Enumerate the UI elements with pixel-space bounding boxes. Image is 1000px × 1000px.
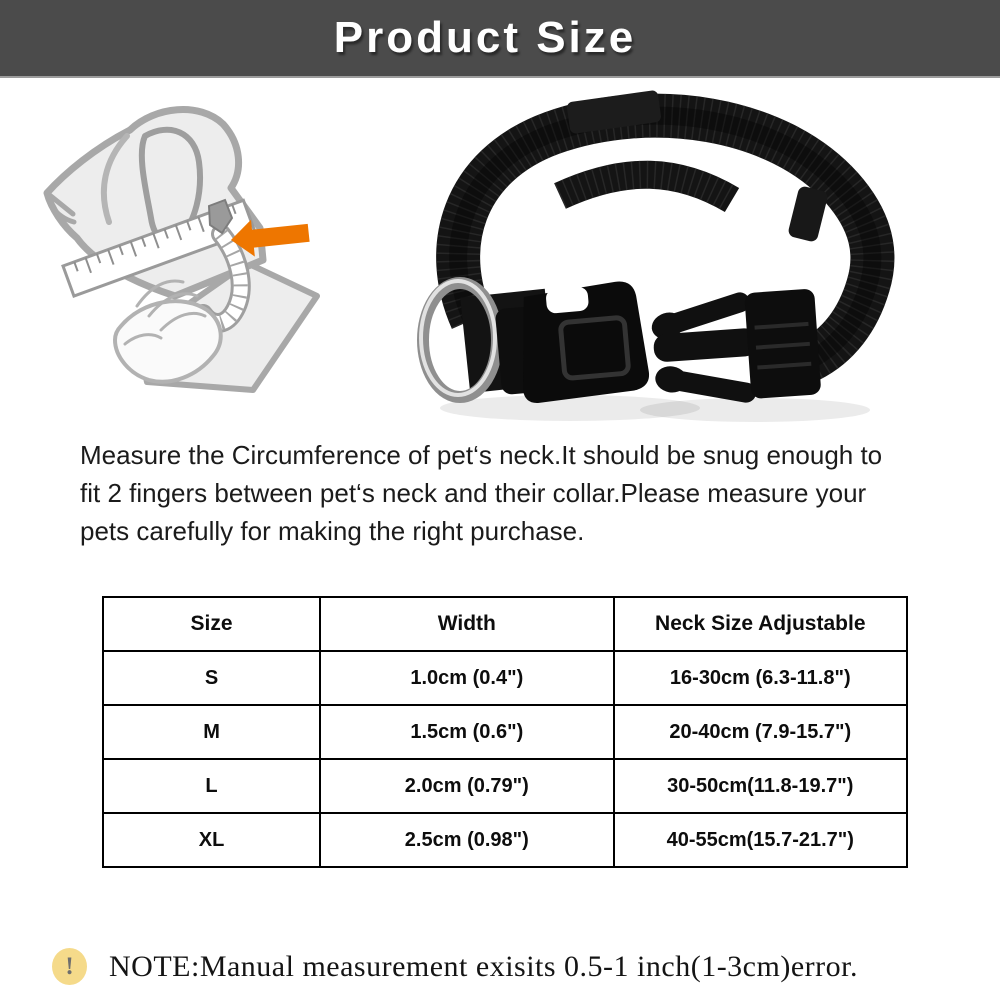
- instructions-line-1: Measure the Circumference of pet‘s neck.It should be snug enough to: [80, 440, 883, 470]
- header-banner: [0, 0, 1000, 78]
- table-row-m: [103, 705, 907, 759]
- collar-svg: [410, 88, 970, 428]
- column-header-width: Width: [320, 597, 613, 651]
- male-buckle: [647, 282, 822, 414]
- cell-size: M: [103, 705, 320, 759]
- column-header-neck-size: Neck Size Adjustable: [614, 597, 907, 651]
- cell-size: L: [103, 759, 320, 813]
- cell-size: S: [103, 651, 320, 705]
- table-row-s: [103, 651, 907, 705]
- cell-width: 2.0cm (0.79"): [320, 759, 613, 813]
- cell-width: 1.5cm (0.6"): [320, 705, 613, 759]
- cell-size: XL: [103, 813, 320, 867]
- column-header-size: Size: [103, 597, 320, 651]
- strap-keeper-tab: [787, 185, 829, 243]
- exclamation-icon: !: [52, 948, 87, 985]
- cell-neck-size: 40-55cm(15.7-21.7"): [614, 813, 907, 867]
- measurement-instructions: [80, 436, 960, 550]
- cell-width: 2.5cm (0.98"): [320, 813, 613, 867]
- page-title: Product Size: [333, 13, 637, 62]
- cell-neck-size: 16-30cm (6.3-11.8"): [614, 651, 907, 705]
- table-row-l: [103, 759, 907, 813]
- collar-product-image: [410, 88, 970, 428]
- cell-width: 1.0cm (0.4"): [320, 651, 613, 705]
- cell-neck-size: 20-40cm (7.9-15.7"): [614, 705, 907, 759]
- instructions-line-3: pets carefully for making the right purchase.: [80, 516, 585, 546]
- note-text: NOTE:Manual measurement exisits 0.5-1 inch(1-3cm)error.: [109, 949, 858, 983]
- size-table-header-row: [103, 597, 907, 651]
- table-row-xl: [103, 813, 907, 867]
- instructions-line-2: fit 2 fingers between pet‘s neck and their collar.Please measure your: [80, 478, 867, 508]
- cell-neck-size: 30-50cm(11.8-19.7"): [614, 759, 907, 813]
- dog-measurement-illustration: [25, 88, 345, 428]
- size-table: [102, 596, 908, 868]
- dog-measure-svg: [25, 88, 345, 428]
- note-row: [52, 948, 858, 985]
